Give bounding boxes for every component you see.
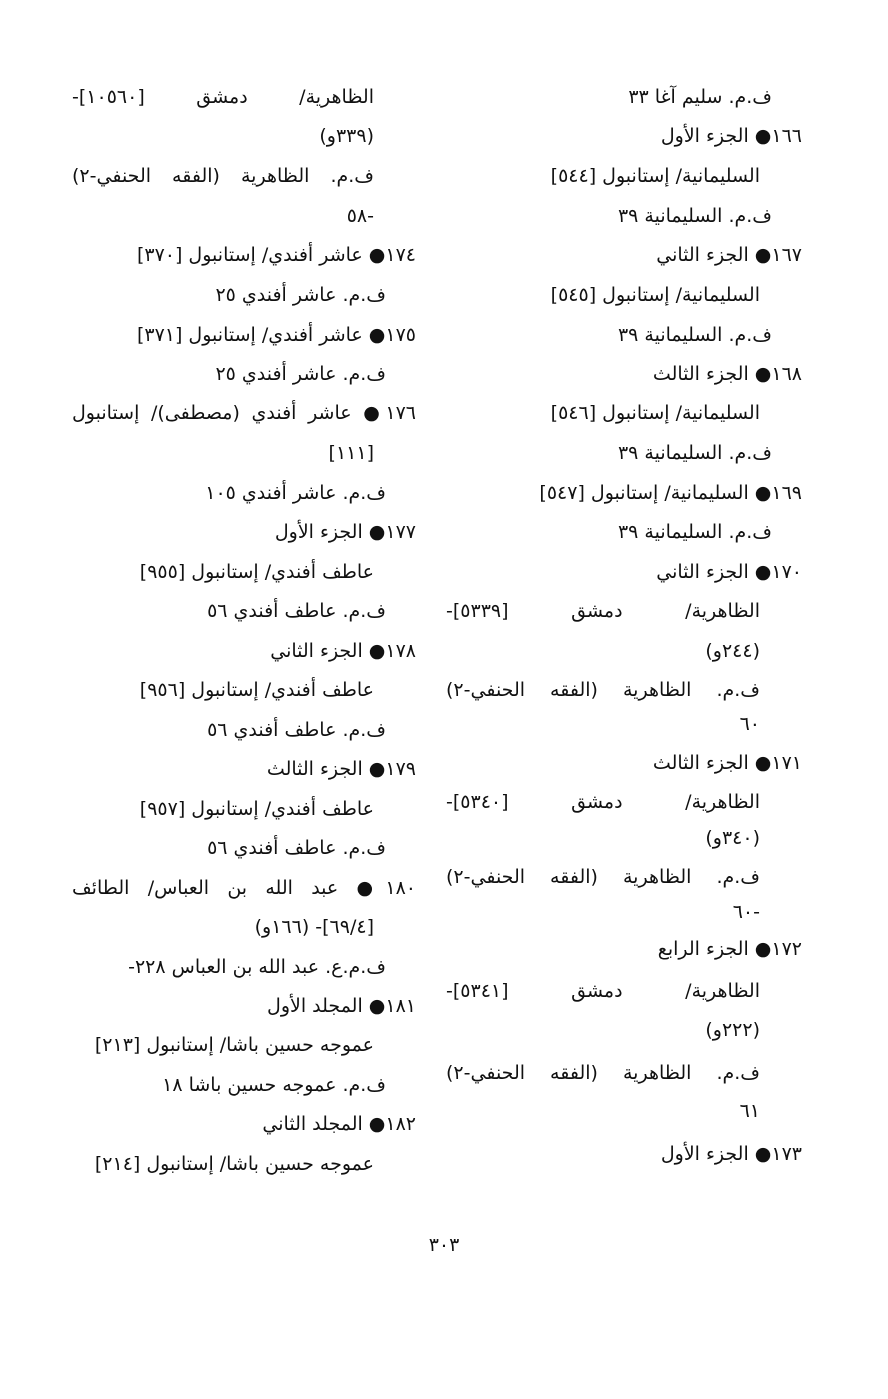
text-line: [١١١] [328,442,374,464]
entry-heading: ١٦٩● السليمانية/ إستانبول [٥٤٧] [539,482,802,504]
text-line: السليمانية/ إستانبول [٥٤٤] [550,165,760,187]
text-line: ف.م. السليمانية ٣٩ [617,205,772,227]
text-line: ف.م. عموجه حسين باشا ١٨ [162,1074,386,1096]
entry-heading: ١٧٦● عاشر أفندي (مصطفى)/ إستانبول [72,402,416,424]
page-number: ٣٠٣ [428,1234,460,1256]
entry-heading: ١٧٧● الجزء الأول [274,521,416,543]
text-line: السليمانية/ إستانبول [٥٤٥] [550,284,760,306]
text-line: ف.م. السليمانية ٣٩ [617,324,772,346]
text-line: ف.م. الظاهرية (الفقه الحنفي-٢) [446,866,760,888]
text-line: السليمانية/ إستانبول [٥٤٦] [550,402,760,424]
text-line: ٦١ [739,1100,760,1122]
entry-heading: ١٧١● الجزء الثالث [652,752,802,774]
text-line: (٢٢٢و) [705,1019,760,1041]
text-line: ف.م. عاطف أفندي ٥٦ [207,600,386,622]
text-line: ف.م. الظاهرية (الفقه الحنفي-٢) [446,1062,760,1084]
text-line: ف.م. عاطف أفندي ٥٦ [207,837,386,859]
text-line: الظاهرية/ دمشق [٥٣٣٩]- [446,600,760,622]
entry-heading: ١٦٧● الجزء الثاني [656,244,802,266]
text-line: -٦٠ [732,901,760,923]
text-line: ف.م. عاشر أفندي ١٠٥ [205,482,386,504]
text-line: عاطف أفندي/ إستانبول [٩٥٥] [139,561,374,583]
text-line: [٦٩/٤]- (١٦٦و) [254,916,374,938]
entry-heading: ١٨٠● عبد الله بن العباس/ الطائف [72,877,416,899]
text-line: ف.م. الظاهرية (الفقه الحنفي-٢) [446,679,760,701]
text-line: الظاهرية/ دمشق [٥٣٤١]- [446,980,760,1002]
text-line: ف.م. عاشر أفندي ٢٥ [215,284,386,306]
entry-heading: ١٨١● المجلد الأول [267,995,416,1017]
text-line: الظاهرية/ دمشق [٥٣٤٠]- [446,791,760,813]
text-line: ف.م. سليم آغا ٣٣ [628,86,772,108]
text-line: عموجه حسين باشا/ إستانبول [٢١٤] [94,1153,374,1175]
text-line: عموجه حسين باشا/ إستانبول [٢١٣] [94,1034,374,1056]
text-line: الظاهرية/ دمشق [١٠٥٦٠]- [72,86,374,108]
text-line: ف.م. السليمانية ٣٩ [617,442,772,464]
entry-heading: ١٧٩● الجزء الثالث [266,758,416,780]
text-line: عاطف أفندي/ إستانبول [٩٥٦] [139,679,374,701]
text-line: (٣٣٩و) [319,125,374,147]
text-line: ف.م. عاطف أفندي ٥٦ [207,719,386,741]
entry-heading: ١٧٥● عاشر أفندي/ إستانبول [٣٧١] [136,324,416,346]
entry-heading: ١٧٨● الجزء الثاني [270,640,416,662]
entry-heading: ١٧٤● عاشر أفندي/ إستانبول [٣٧٠] [136,244,416,266]
entry-heading: ١٦٦● الجزء الأول [660,125,802,147]
text-line: ف.م. عاشر أفندي ٢٥ [215,363,386,385]
text-line: (٣٤٠و) [705,827,760,849]
text-line: ٦٠ [739,713,760,735]
text-line: ف.م. الظاهرية (الفقه الحنفي-٢) [72,165,374,187]
text-line: ف.م.ع. عبد الله بن العباس ٢٢٨- [128,956,386,978]
text-line: عاطف أفندي/ إستانبول [٩٥٧] [139,798,374,820]
entry-heading: ١٨٢● المجلد الثاني [262,1113,416,1135]
entry-heading: ١٦٨● الجزء الثالث [652,363,802,385]
text-line: ف.م. السليمانية ٣٩ [617,521,772,543]
entry-heading: ١٧٢● الجزء الرابع [657,938,802,960]
entry-heading: ١٧٠● الجزء الثاني [656,561,802,583]
entry-heading: ١٧٣● الجزء الأول [660,1143,802,1165]
text-line: -٥٨ [346,205,374,227]
text-line: (٢٤٤و) [705,640,760,662]
